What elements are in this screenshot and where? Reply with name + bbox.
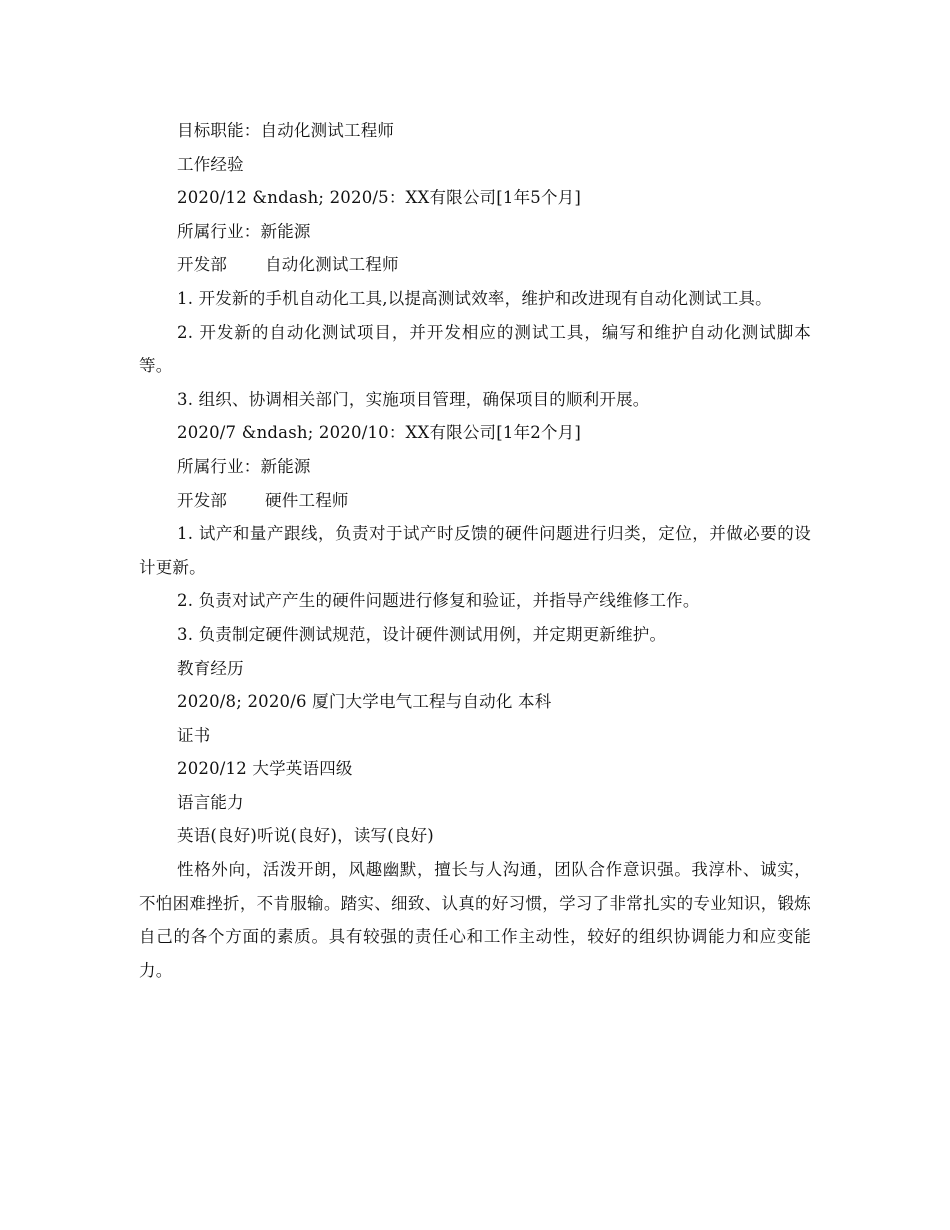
job2-dept: 开发部 (177, 490, 228, 510)
certificate-heading: 证书 (177, 725, 211, 745)
job1-duty-1: 1. 开发新的手机自动化工具,以提高测试效率，维护和改进现有自动化测试工具。 (177, 288, 772, 308)
resume-body (139, 114, 811, 987)
certificate-entry: 2020/12 大学英语四级 (177, 759, 353, 779)
job2-dept-title (139, 484, 811, 518)
job1-title: 自动化测试工程师 (265, 255, 399, 275)
language-entry: 英语(良好)听说(良好)，读写(良好) (177, 826, 434, 846)
job2-title: 硬件工程师 (265, 490, 349, 510)
job1-duty-3: 3. 组织、协调相关部门，实施项目管理，确保项目的顺利开展。 (177, 389, 650, 409)
job1-period: 2020/12 &ndash; 2020/5：XX有限公司[1年5个月] (177, 188, 582, 208)
job1-industry: 所属行业：新能源 (177, 221, 311, 241)
job2-duty-3: 3. 负责制定硬件测试规范，设计硬件测试用例，并定期更新维护。 (177, 624, 667, 644)
job1-duty-2: 2. 开发新的自动化测试项目，并开发相应的测试工具，编写和维护自动化测试脚本等。 (139, 322, 811, 376)
job1-dept: 开发部 (177, 255, 228, 275)
work-experience-heading: 工作经验 (177, 154, 244, 174)
education-heading: 教育经历 (177, 658, 244, 678)
education-entry: 2020/8; 2020/6 厦门大学电气工程与自动化 本科 (177, 692, 552, 712)
job2-duty-1: 1. 试产和量产跟线，负责对于试产时反馈的硬件问题进行归类，定位，并做必要的设计更新。 (139, 524, 811, 577)
job2-duty-2: 2. 负责对试产产生的硬件问题进行修复和验证，并指导产线维修工作。 (177, 591, 700, 611)
language-heading: 语言能力 (177, 792, 244, 812)
self-evaluation: 性格外向，活泼开朗，风趣幽默，擅长与人沟通，团队合作意识强。我淳朴、诚实，不怕困难挫折，不肯服输。踏实、细致、认真的好习惯，学习了非常扎实的专业知识，锻炼自己的各个方面的素质。具有较强的责任心和工作主动性，较好的组织协调能力和应变能力。 (139, 860, 811, 980)
target-role-line: 目标职能：自动化测试工程师 (177, 121, 395, 140)
job2-industry: 所属行业：新能源 (177, 456, 311, 476)
job1-dept-title (139, 248, 811, 282)
job2-period: 2020/7 &ndash; 2020/10：XX有限公司[1年2个月] (177, 423, 582, 443)
